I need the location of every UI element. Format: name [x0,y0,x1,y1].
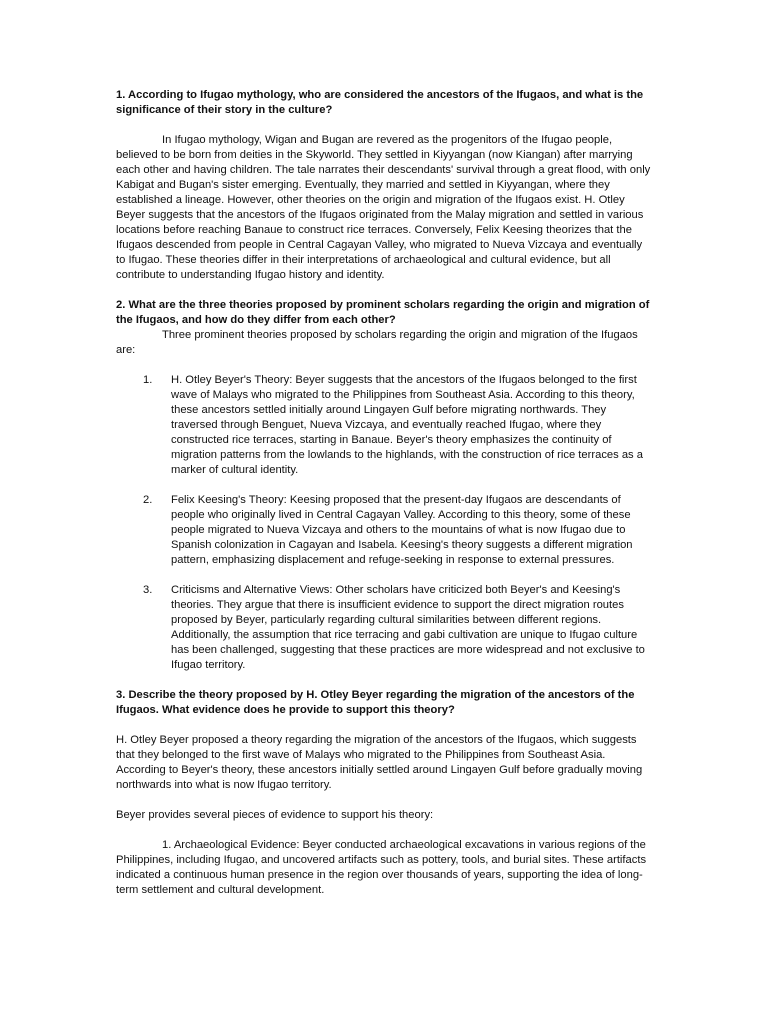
list-item-text: Criticisms and Alternative Views: Other scholars have criticized both Beyer's and Keesing's theories. They argue that there is insufficient evidence to support the direct migration routes proposed by Beyer, particularly regarding cultural similarities between different regions. Additionally, the assumption that rice terracing and gabi cultivation are unique to Ifugao culture has been challenged, suggesting that these practices are more widespread and not exclusive to Ifugao territory. [171,584,645,671]
question-2: 2. What are the three theories proposed by prominent scholars regarding the origin and migration of the Ifugaos, and how do they differ from each other? [116,299,650,326]
list-item [116,493,652,568]
answer-3-evidence-item: 1. Archaeological Evidence: Beyer conducted archaeological excavations in various regions of the Philippines, including Ifugao, and uncovered artifacts such as pottery, tools, and burial sites. These artifacts indicated a continuous human presence in the region over thousands of years, supporting the idea of long-term settlement and cultural development. [116,839,647,896]
answer-3-evidence-intro: Beyer provides several pieces of evidence to support his theory: [116,809,434,821]
answer-3-paragraph: H. Otley Beyer proposed a theory regarding the migration of the ancestors of the Ifugaos, which suggests that they belonged to the first wave of Malays who migrated to the Philippines from Southeast Asia. According to Beyer's theory, these ancestors initially settled around Lingayen Gulf before gradually moving northwards into what is now Ifugao territory. [116,734,643,791]
question-3: 3. Describe the theory proposed by H. Otley Beyer regarding the migration of the ancestors of the Ifugaos. What evidence does he provide to support this theory? [116,689,635,716]
list-item-number: 2. [143,494,153,506]
list-item-number: 3. [143,584,153,596]
list-item [116,373,652,478]
question-1: 1. According to Ifugao mythology, who are considered the ancestors of the Ifugaos, and what is the significance of their story in the culture? [116,89,644,116]
list-item [116,583,652,673]
answer-2-intro: Three prominent theories proposed by scholars regarding the origin and migration of the Ifugaos are: [116,329,638,356]
document-body [116,88,652,898]
list-item-text: Felix Keesing's Theory: Keesing proposed that the present-day Ifugaos are descendants of people who originally lived in Central Cagayan Valley. According to this theory, some of these people migrated to Nueva Vizcaya and others to the mountains of what is now Ifugao due to Spanish colonization in Cagayan and Isabela. Keesing's theory suggests a different migration pattern, emphasizing displacement and refuge-seeking in response to external pressures. [171,494,633,566]
theories-list [116,373,652,673]
answer-1: In Ifugao mythology, Wigan and Bugan are revered as the progenitors of the Ifugao people, believed to be born from deities in the Skyworld. They settled in Kiyyangan (now Kiangan) after marrying each other and having children. The tale narrates their descendants' survival through a great flood, with only Kabigat and Bugan's sister emerging. Eventually, they married and settled in Kiyyangan, where they established a lineage. However, other theories on the origin and migration of the Ifugaos exist. H. Otley Beyer suggests that the ancestors of the Ifugaos originated from the Malay migration and settled in various locations before reaching Banaue to construct rice terraces. Conversely, Felix Keesing theorizes that the Ifugaos descended from people in Central Cagayan Valley, who migrated to Nueva Vizcaya and eventually to Ifugao. These theories differ in their interpretations of archaeological and cultural evidence, but all contribute to understanding Ifugao history and identity. [116,134,651,281]
list-item-number: 1. [143,374,153,386]
list-item-text: H. Otley Beyer's Theory: Beyer suggests that the ancestors of the Ifugaos belonged to the first wave of Malays who migrated to the Philippines from Southeast Asia. According to this theory, these ancestors settled initially around Lingayen Gulf before migrating northwards. They traversed through Benguet, Nueva Vizcaya, and eventually reached Ifugao, where they constructed rice terraces, starting in Banaue. Beyer's theory emphasizes the continuity of migration patterns from the lowlands to the highlands, with the construction of rice terraces as a marker of cultural identity. [171,374,643,476]
